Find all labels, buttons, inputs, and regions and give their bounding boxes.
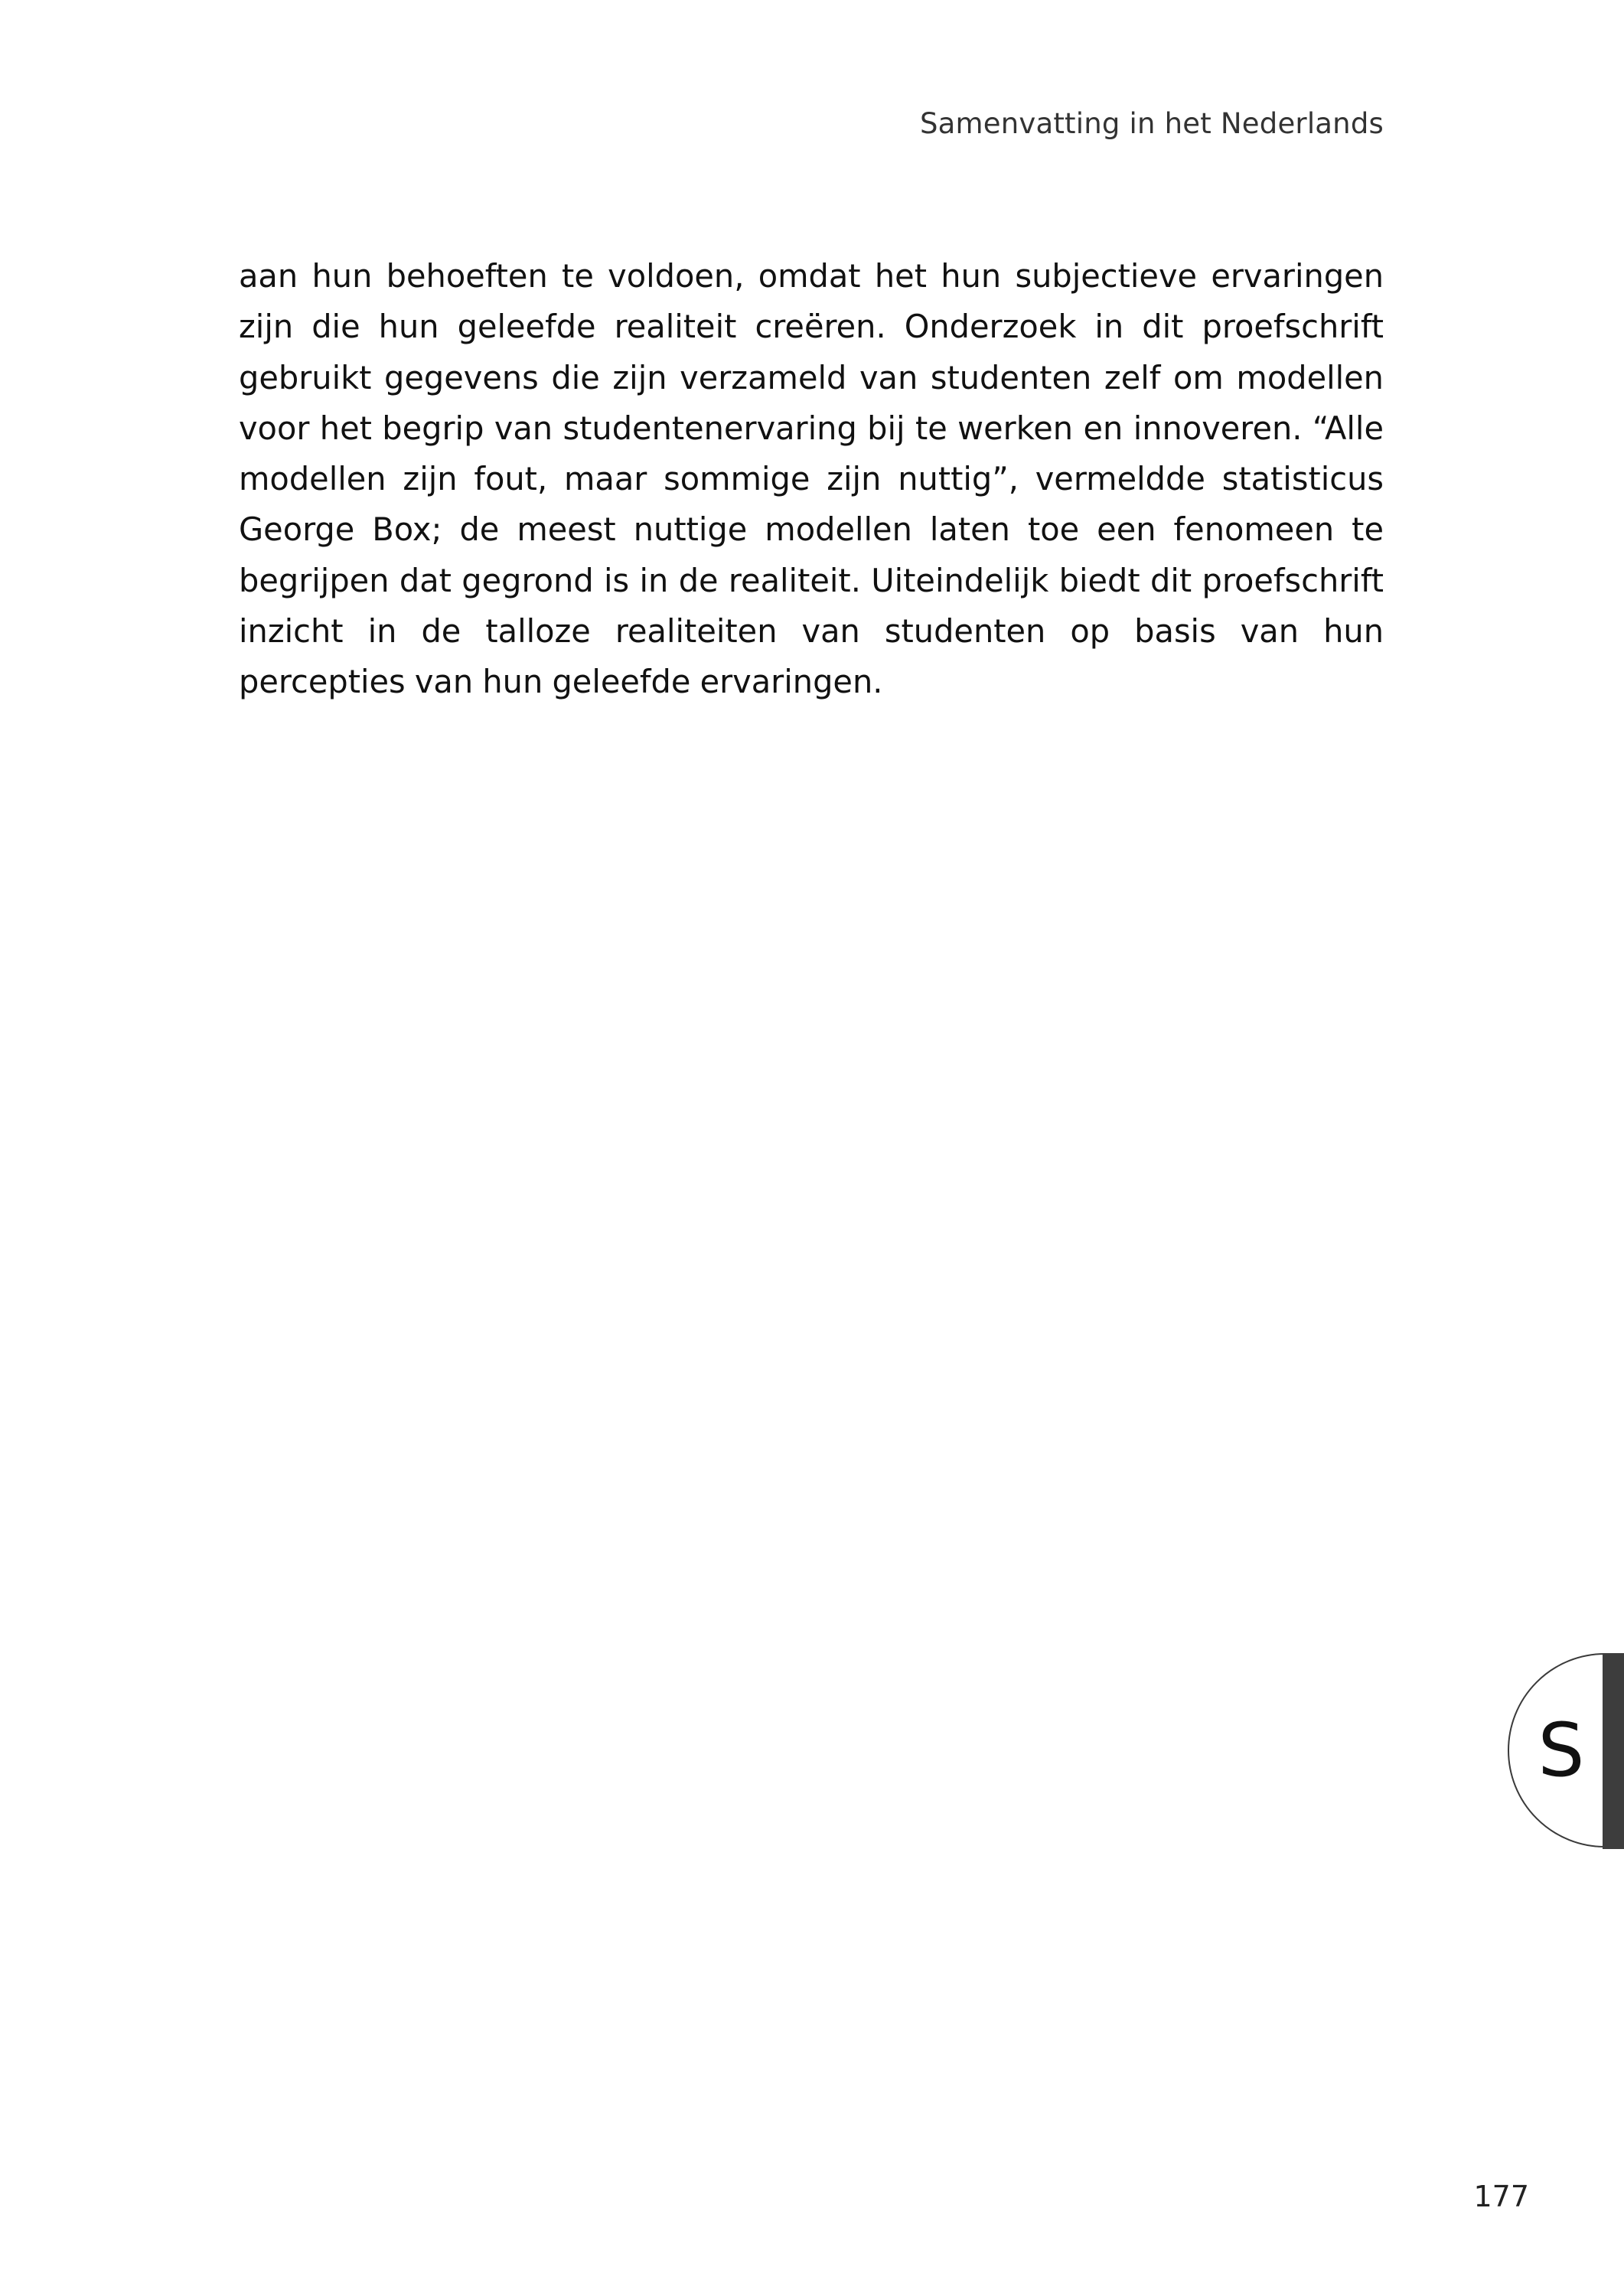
page-number: 177 <box>1473 2180 1529 2213</box>
chapter-tab-bar <box>1603 1653 1624 1849</box>
running-header: Samenvatting in het Nederlands <box>919 107 1384 140</box>
chapter-tab-letter: S <box>1538 1707 1585 1793</box>
body-paragraph: aan hun behoeften te voldoen, omdat het hun subjectieve ervaringen zijn die hun geleefde realiteit creëren. Onderzoek in dit proefschrift gebruikt gegevens die zijn verzameld van studenten zelf om modellen voor het begrip van studentenervaring bij te werken en innoveren. “Alle modellen zijn fout, maar sommige zijn nuttig”, vermeldde statisticus George Box; de meest nuttige modellen laten toe een fenomeen te begrijpen dat gegrond is in de realiteit. Uiteindelijk biedt dit proefschrift inzicht in de talloze realiteiten van studenten op basis van hun percepties van hun geleefde ervaringen. <box>239 257 1384 701</box>
chapter-tab <box>1508 1653 1624 1849</box>
